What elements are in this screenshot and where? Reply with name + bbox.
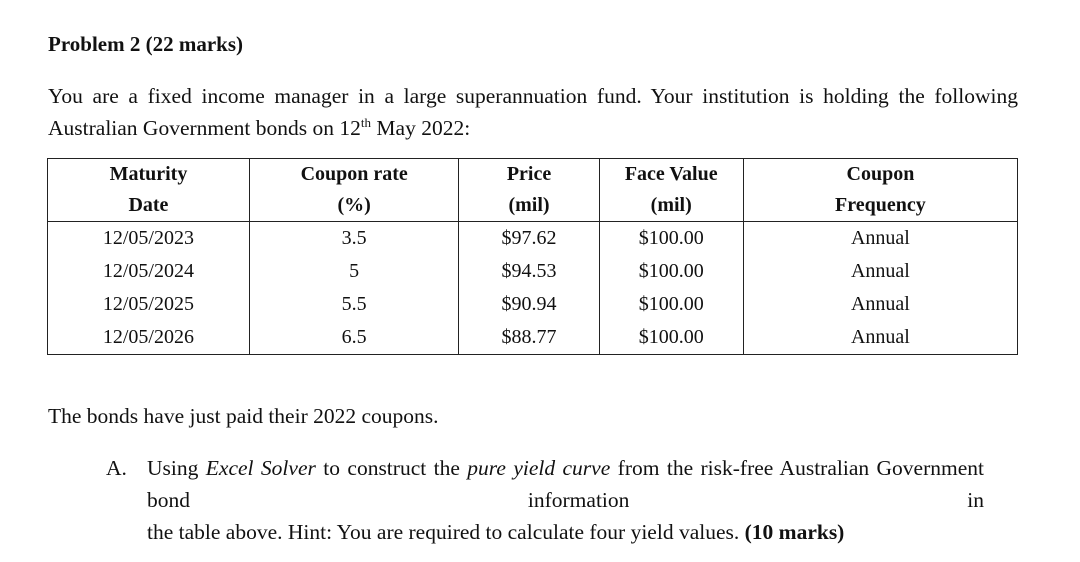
header-line: Frequency bbox=[835, 194, 926, 216]
header-maturity-date bbox=[48, 159, 250, 222]
bond-table bbox=[47, 158, 1018, 355]
table-cell: 5 bbox=[249, 255, 459, 288]
table-row bbox=[48, 222, 1018, 256]
table-cell: $88.77 bbox=[459, 321, 599, 355]
question-text-justified bbox=[147, 452, 984, 516]
table-cell: 12/05/2024 bbox=[48, 255, 250, 288]
table-cell: 3.5 bbox=[249, 222, 459, 256]
header-coupon-rate bbox=[249, 159, 459, 222]
question-marker: A. bbox=[106, 456, 127, 480]
table-row bbox=[48, 321, 1018, 355]
problem-intro bbox=[48, 80, 1018, 144]
question-text: from the risk-free Australian Government bond information in bbox=[147, 456, 984, 512]
table-row bbox=[48, 288, 1018, 321]
header-line: Date bbox=[128, 194, 169, 216]
table-cell: $100.00 bbox=[599, 288, 743, 321]
header-line: (mil) bbox=[650, 194, 692, 216]
header-line: Coupon rate bbox=[300, 163, 408, 185]
header-line: Coupon bbox=[846, 163, 915, 185]
question-text-last: the table above. Hint: You are required to calculate four yield values. bbox=[147, 520, 745, 544]
table-cell: $97.62 bbox=[459, 222, 599, 256]
question-text: Using bbox=[147, 456, 206, 480]
header-line: (mil) bbox=[508, 194, 550, 216]
table-cell: $100.00 bbox=[599, 255, 743, 288]
question-body bbox=[147, 452, 984, 548]
table-cell: Annual bbox=[743, 222, 1017, 256]
header-line: Price bbox=[506, 163, 552, 185]
table-cell: 12/05/2026 bbox=[48, 321, 250, 355]
header-coupon-frequency bbox=[743, 159, 1017, 222]
intro-superscript: th bbox=[360, 114, 372, 130]
header-price bbox=[459, 159, 599, 222]
question-emphasis: pure yield curve bbox=[467, 456, 611, 480]
table-cell: Annual bbox=[743, 321, 1017, 355]
table-cell: $100.00 bbox=[599, 222, 743, 256]
table-cell: 6.5 bbox=[249, 321, 459, 355]
question-emphasis: Excel Solver bbox=[205, 456, 316, 480]
table-cell: Annual bbox=[743, 288, 1017, 321]
question-text: to construct the bbox=[315, 456, 468, 480]
bond-note: The bonds have just paid their 2022 coupons. bbox=[48, 404, 439, 428]
intro-text: You are a fixed income manager in a large superannuation fund. Your institution is holding the following Australian Government bonds on 12 bbox=[48, 84, 1018, 140]
table-cell: Annual bbox=[743, 255, 1017, 288]
table-header-row bbox=[48, 159, 1018, 222]
table-cell: 12/05/2025 bbox=[48, 288, 250, 321]
header-line: Face Value bbox=[624, 163, 718, 185]
problem-title: Problem 2 (22 marks) bbox=[48, 32, 243, 56]
table-cell: 12/05/2023 bbox=[48, 222, 250, 256]
question-a bbox=[106, 452, 984, 548]
header-line: (%) bbox=[337, 194, 371, 216]
table-row bbox=[48, 255, 1018, 288]
table-cell: 5.5 bbox=[249, 288, 459, 321]
table-cell: $90.94 bbox=[459, 288, 599, 321]
header-face-value bbox=[599, 159, 743, 222]
table-cell: $94.53 bbox=[459, 255, 599, 288]
question-marks: (10 marks) bbox=[744, 520, 845, 544]
header-line: Maturity bbox=[109, 163, 188, 185]
table-cell: $100.00 bbox=[599, 321, 743, 355]
intro-text-end: May 2022: bbox=[371, 116, 471, 140]
